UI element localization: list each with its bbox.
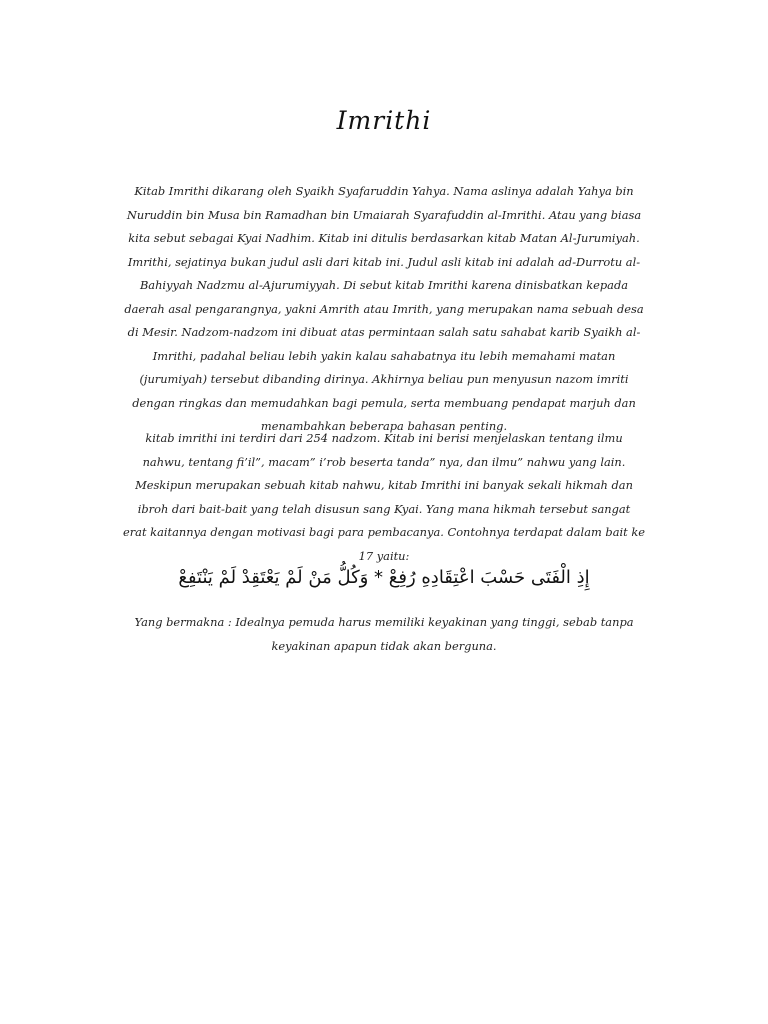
paragraph-line: kita sebut sebagai Kyai Nadhim. Kitab ini ditulis berdasarkan kitab Matan Al-Jurumiyah. [128, 231, 640, 245]
arabic-verse: إِذِ الْفَتَى حَسْبَ اعْتِقَادِهِ رُفِعْ * وَكُلُّ مَنْ لَمْ يَعْتَقِدْ لَمْ يَنْتَفِعْ [178, 567, 590, 588]
paragraph-line: keyakinan apapun tidak akan berguna. [271, 638, 497, 653]
paragraph-line: erat kaitannya dengan motivasi bagi para pembacanya. Contohnya terdapat dalam bait ke [123, 525, 645, 539]
paragraph-line: nahwu, tentang fi’il”, macam” i’rob beserta tanda” nya, dan ilmu” nahwu yang lain. [142, 454, 626, 469]
paragraph-line: Kitab Imrithi dikarang oleh Syaikh Syafaruddin Yahya. Nama aslinya adalah Yahya bin [134, 184, 634, 198]
page-title: Imrithi [336, 106, 432, 135]
paragraph-line: di Mesir. Nadzom-nadzom ini dibuat atas permintaan salah satu sahabat karib Syaikh al- [127, 325, 641, 339]
paragraph-line: Imrithi, sejatinya bukan judul asli dari kitab ini. Judul asli kitab ini adalah ad-Durrotu al- [127, 254, 641, 269]
meaning-paragraph [108, 611, 660, 658]
paragraph-line: dengan ringkas dan memudahkan bagi pemula, serta membuang pendapat marjuh dan [132, 395, 636, 410]
intro-paragraph [108, 180, 660, 439]
paragraph-line: kitab imrithi ini terdiri dari 254 nadzom. Kitab ini berisi menjelaskan tentang ilmu [145, 431, 623, 445]
paragraph-line: ibroh dari bait-bait yang telah disusun sang Kyai. Yang mana hikmah tersebut sangat [137, 501, 631, 516]
paragraph-line: 17 yaitu: [358, 548, 410, 563]
paragraph-line: Bahiyyah Nadzmu al-Ajurumiyyah. Di sebut kitab Imrithi karena dinisbatkan kepada [139, 278, 629, 292]
paragraph-line: Nuruddin bin Musa bin Ramadhan bin Umaiarah Syarafuddin al-Imrithi. Atau yang biasa [126, 207, 642, 222]
content-paragraph [108, 427, 660, 568]
paragraph-line: menambahkan beberapa bahasan penting. [260, 419, 508, 433]
paragraph-line: Meskipun merupakan sebuah kitab nahwu, kitab Imrithi ini banyak sekali hikmah dan [135, 478, 633, 492]
paragraph-line: Yang bermakna : Idealnya pemuda harus memiliki keyakinan yang tinggi, sebab tanpa [134, 615, 634, 629]
paragraph-line: daerah asal pengarangnya, yakni Amrith atau Imrith, yang merupakan nama sebuah desa [124, 301, 644, 316]
paragraph-line: (jurumiyah) tersebut dibanding dirinya. Akhirnya beliau pun menyusun nazom imriti [139, 372, 629, 386]
paragraph-line: Imrithi, padahal beliau lebih yakin kalau sahabatnya itu lebih memahami matan [152, 348, 616, 363]
